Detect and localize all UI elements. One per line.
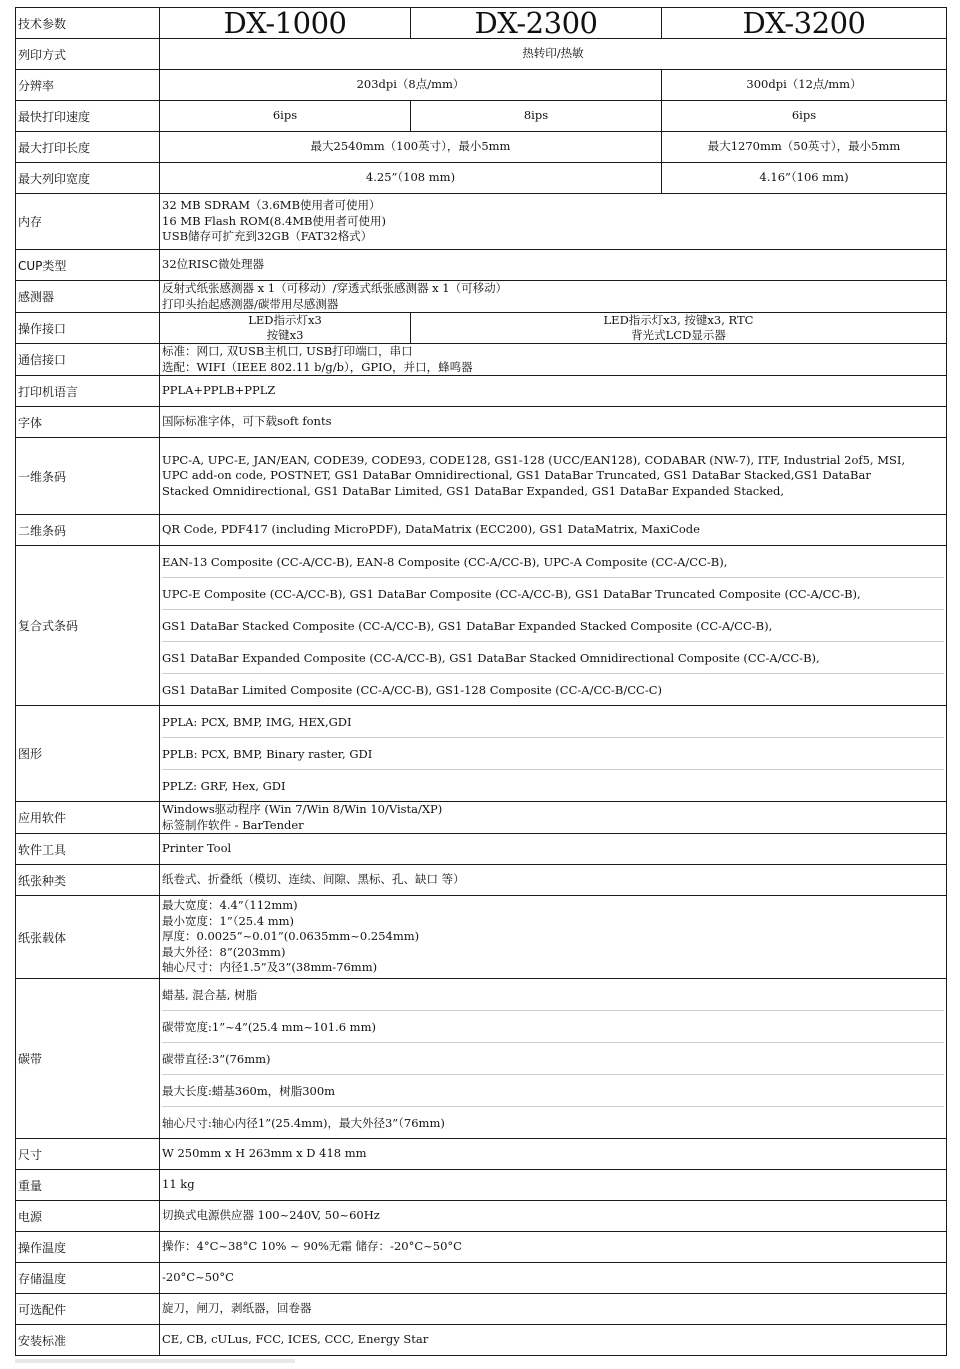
row-value-203dpi: 最大2540mm（100英寸），最小5mm — [160, 132, 662, 163]
value-line: PPLA: PCX, BMP, IMG, HEX,GDI — [162, 706, 944, 738]
row-resolution — [16, 70, 947, 101]
row-cpu — [16, 250, 947, 281]
row-interface — [16, 313, 947, 344]
value-line: 最大宽度：4.4”（112mm) — [162, 898, 298, 913]
value-line: 厚度：0.0025”~0.01”(0.0635mm~0.254mm) — [162, 929, 420, 944]
spec-sheet — [15, 7, 946, 1356]
value-line: 轴心尺寸:轴心内径1”(25.4mm)，最大外径3”（76mm) — [162, 1115, 445, 1130]
row-label: CUP类型 — [16, 250, 160, 281]
row-value — [160, 546, 947, 706]
row-value-300dpi: 4.16”（106 mm) — [662, 163, 947, 194]
value-line: UPC add-on code, POSTNET, GS1 DataBar Omnidirectional, GS1 DataBar Truncated, GS1 DataBar Stacked,GS1 DataBar — [162, 468, 871, 483]
row-media — [16, 896, 947, 979]
row-fonts — [16, 407, 947, 438]
value-line: 最大外径：8”(203mm) — [162, 944, 286, 959]
row-value — [160, 281, 947, 313]
value-line: 标签制作软件 - BarTender — [162, 817, 304, 832]
row-value — [160, 896, 947, 979]
row-label: 感测器 — [16, 281, 160, 313]
row-value-300dpi: 最大1270mm（50英寸），最小5mm — [662, 132, 947, 163]
row-label: 列印方式 — [16, 39, 160, 70]
row-value-203dpi: 203dpi（8点/mm） — [160, 70, 662, 101]
row-value — [160, 979, 947, 1139]
row-value — [160, 344, 947, 376]
row-value: 旋刀，闸刀，剥纸器，回卷器 — [160, 1294, 947, 1325]
spec-table — [15, 7, 947, 1356]
row-max-width — [16, 163, 947, 194]
row-label: 内存 — [16, 194, 160, 250]
row-value: W 250mm x H 263mm x D 418 mm — [160, 1139, 947, 1170]
row-value-dx-3200: 6ips — [662, 101, 947, 132]
row-print-method — [16, 39, 947, 70]
row-value: -20°C~50°C — [160, 1263, 947, 1294]
row-barcode-2d — [16, 515, 947, 546]
value-line: GS1 DataBar Stacked Composite (CC-A/CC-B), GS1 DataBar Expanded Stacked Composite (CC-A/CC-B), — [162, 610, 944, 642]
value-line: 16 MB Flash ROM(8.4MB使用者可使用) — [162, 213, 386, 228]
model-dx-1000: DX-1000 — [160, 8, 411, 39]
row-label: 打印机语言 — [16, 376, 160, 407]
value-line: 32 MB SDRAM（3.6MB使用者可使用） — [162, 198, 381, 213]
row-op-temp — [16, 1232, 947, 1263]
row-value: QR Code, PDF417 (including MicroPDF), DataMatrix (ECC200), GS1 DataMatrix, MaxiCode — [160, 515, 947, 546]
row-value: 操作：4°C~38°C 10% ~ 90%无霜 储存：-20°C~50°C — [160, 1232, 947, 1263]
row-value — [160, 802, 947, 834]
row-label: 最大打印长度 — [16, 132, 160, 163]
value-line: PPLB: PCX, BMP, Binary raster, GDI — [162, 738, 944, 770]
row-tools — [16, 834, 947, 865]
row-label: 操作接口 — [16, 313, 160, 344]
bottom-divider — [15, 1359, 295, 1363]
row-value: CE, CB, cULus, FCC, ICES, CCC, Energy Star — [160, 1325, 947, 1356]
row-value: 纸卷式、折叠纸（模切、连续、间隙、黑标、孔、缺口 等） — [160, 865, 947, 896]
value-line: GS1 DataBar Limited Composite (CC-A/CC-B), GS1-128 Composite (CC-A/CC-B/CC-C) — [162, 682, 663, 697]
row-label: 字体 — [16, 407, 160, 438]
model-dx-2300: DX-2300 — [411, 8, 662, 39]
row-power — [16, 1201, 947, 1232]
model-dx-3200: DX-3200 — [662, 8, 947, 39]
value-line: 碳带宽度:1”~4”(25.4 mm~101.6 mm) — [162, 1011, 944, 1043]
row-label: 操作温度 — [16, 1232, 160, 1263]
header-label: 技术参数 — [16, 8, 160, 39]
value-line: PPLZ: GRF, Hex, GDI — [162, 778, 286, 793]
row-label: 图形 — [16, 706, 160, 802]
value-line: 背光式LCD显示器 — [631, 328, 726, 342]
row-label: 分辨率 — [16, 70, 160, 101]
row-label: 碳带 — [16, 979, 160, 1139]
row-ribbon — [16, 979, 947, 1139]
row-value: 国际标准字体，可下载soft fonts — [160, 407, 947, 438]
value-line: Windows驱动程序 (Win 7/Win 8/Win 10/Vista/XP) — [162, 802, 443, 816]
row-label: 应用软件 — [16, 802, 160, 834]
row-value: PPLA+PPLB+PPLZ — [160, 376, 947, 407]
value-line: 轴心尺寸：内径1.5”及3”(38mm-76mm) — [162, 960, 378, 975]
row-label: 一维条码 — [16, 438, 160, 515]
value-line: 蜡基, 混合基, 树脂 — [162, 979, 944, 1011]
row-value — [160, 706, 947, 802]
row-certs — [16, 1325, 947, 1356]
row-label: 安装标准 — [16, 1325, 160, 1356]
row-label: 纸张种类 — [16, 865, 160, 896]
row-dimensions — [16, 1139, 947, 1170]
row-value: 11 kg — [160, 1170, 947, 1201]
row-weight — [16, 1170, 947, 1201]
row-value-203dpi: 4.25”（108 mm) — [160, 163, 662, 194]
value-line: 按键x3 — [266, 328, 304, 342]
row-value-dx-2300-3200 — [411, 313, 947, 344]
row-value-dx-1000 — [160, 313, 411, 344]
row-label: 重量 — [16, 1170, 160, 1201]
row-max-length — [16, 132, 947, 163]
row-label: 纸张载体 — [16, 896, 160, 979]
value-line: EAN-13 Composite (CC-A/CC-B), EAN-8 Composite (CC-A/CC-B), UPC-A Composite (CC-A/CC-B), — [162, 546, 944, 578]
header-row — [16, 8, 947, 39]
value-line: 反射式纸张感测器 x 1（可移动）/穿透式纸张感测器 x 1（可移动） — [162, 281, 508, 295]
row-value — [160, 194, 947, 250]
value-line: 最小宽度：1”（25.4 mm) — [162, 913, 295, 928]
value-line: LED指示灯x3, 按键x3, RTC — [603, 313, 754, 327]
row-comm — [16, 344, 947, 376]
value-line: USB储存可扩充到32GB（FAT32格式） — [162, 229, 373, 244]
row-value — [160, 438, 947, 515]
row-label: 电源 — [16, 1201, 160, 1232]
value-line: UPC-E Composite (CC-A/CC-B), GS1 DataBar Composite (CC-A/CC-B), GS1 DataBar Truncated Composite (CC-A/CC-B), — [162, 578, 944, 610]
row-label: 二维条码 — [16, 515, 160, 546]
row-language — [16, 376, 947, 407]
value-line: 打印头抬起感测器/碳带用尽感测器 — [162, 296, 339, 311]
row-value: 热转印/热敏 — [160, 39, 947, 70]
row-barcode-1d — [16, 438, 947, 515]
row-value-300dpi: 300dpi（12点/mm） — [662, 70, 947, 101]
row-value-dx-1000: 6ips — [160, 101, 411, 132]
row-value: 切换式电源供应器 100~240V, 50~60Hz — [160, 1201, 947, 1232]
row-options — [16, 1294, 947, 1325]
value-line: 选配：WIFI（IEEE 802.11 b/g/b），GPIO，并口，蜂鸣器 — [162, 359, 473, 374]
row-value: Printer Tool — [160, 834, 947, 865]
row-label: 可选配件 — [16, 1294, 160, 1325]
value-line: LED指示灯x3 — [248, 313, 322, 327]
row-value: 32位RISC微处理器 — [160, 250, 947, 281]
row-media-type — [16, 865, 947, 896]
value-line: UPC-A, UPC-E, JAN/EAN, CODE39, CODE93, CODE128, GS1-128 (UCC/EAN128), CODABAR (NW-7), ITF, Industrial 2of5, MSI, — [162, 452, 906, 467]
row-label: 最大列印宽度 — [16, 163, 160, 194]
value-line: 最大长度:蜡基360m，树脂300m — [162, 1075, 944, 1107]
row-memory — [16, 194, 947, 250]
row-label: 软件工具 — [16, 834, 160, 865]
value-line: GS1 DataBar Expanded Composite (CC-A/CC-B), GS1 DataBar Stacked Omnidirectional Composite (CC-A/CC-B), — [162, 642, 944, 674]
row-max-speed — [16, 101, 947, 132]
row-label: 尺寸 — [16, 1139, 160, 1170]
value-line: Stacked Omnidirectional, GS1 DataBar Limited, GS1 DataBar Expanded, GS1 DataBar Expanded Stacked, — [162, 483, 785, 498]
row-label: 存储温度 — [16, 1263, 160, 1294]
row-storage-temp — [16, 1263, 947, 1294]
value-line: 碳带直径:3”(76mm) — [162, 1043, 944, 1075]
row-software — [16, 802, 947, 834]
row-value-dx-2300: 8ips — [411, 101, 662, 132]
row-sensor — [16, 281, 947, 313]
row-label: 最快打印速度 — [16, 101, 160, 132]
row-graphics — [16, 706, 947, 802]
row-label: 通信接口 — [16, 344, 160, 376]
row-label: 复合式条码 — [16, 546, 160, 706]
value-line: 标准：网口, 双USB主机口, USB打印端口，串口 — [162, 344, 413, 358]
row-composite — [16, 546, 947, 706]
